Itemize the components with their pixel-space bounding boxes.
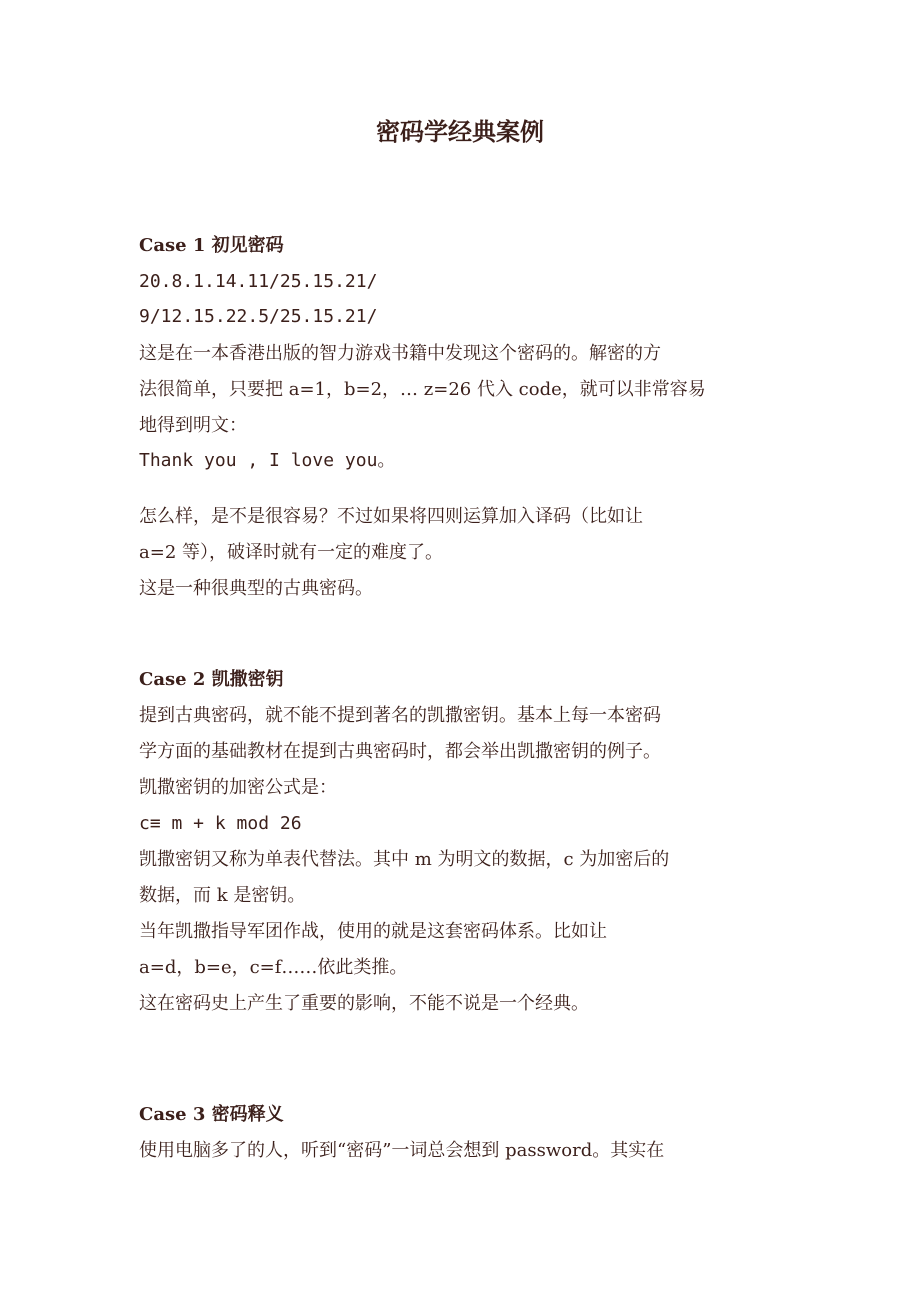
paragraph-line: 这在密码史上产生了重要的影响，不能不说是一个经典。 <box>139 993 589 1014</box>
case1-code-line-1: 20.8.1.14.11/25.15.21/ <box>139 271 378 292</box>
paragraph-line: a=d，b=e，c=f……依此类推。 <box>139 957 408 978</box>
paragraph-line: 使用电脑多了的人，听到“密码”一词总会想到 password。其实在 <box>139 1140 665 1161</box>
paragraph-line: 凯撒密钥的加密公式是： <box>139 777 337 798</box>
paragraph-line: 学方面的基础教材在提到古典密码时，都会举出凯撒密钥的例子。 <box>139 741 661 762</box>
page-title: 密码学经典案例 <box>376 117 544 146</box>
paragraph-line: 这是在一本香港出版的智力游戏书籍中发现这个密码的。解密的方 <box>139 343 661 364</box>
paragraph-line: 当年凯撒指导军团作战，使用的就是这套密码体系。比如让 <box>139 921 607 942</box>
case1-plaintext-line: Thank you , I love you。 <box>139 450 396 471</box>
paragraph-line: 怎么样，是不是很容易？不过如果将四则运算加入译码（比如让 <box>139 506 643 527</box>
paragraph-line: 这是一种很典型的古典密码。 <box>139 578 373 599</box>
case2-formula-line: c≡ m + k mod 26 <box>139 813 302 834</box>
case1-heading: Case 1 初见密码 <box>139 235 284 256</box>
case2-heading: Case 2 凯撒密钥 <box>139 669 284 690</box>
case3-heading: Case 3 密码释义 <box>139 1104 284 1125</box>
paragraph-line: 法很简单，只要把 a=1，b=2，… z=26 代入 code，就可以非常容易 <box>139 379 706 400</box>
paragraph-line: a=2 等），破译时就有一定的难度了。 <box>139 542 443 563</box>
case1-code-line-2: 9/12.15.22.5/25.15.21/ <box>139 306 378 327</box>
paragraph-line: 凯撒密钥又称为单表代替法。其中 m 为明文的数据，c 为加密后的 <box>139 849 670 870</box>
paragraph-line: 提到古典密码，就不能不提到著名的凯撒密钥。基本上每一本密码 <box>139 705 661 726</box>
paragraph-line: 地得到明文： <box>139 415 247 436</box>
paragraph-line: 数据，而 k 是密钥。 <box>139 885 306 906</box>
